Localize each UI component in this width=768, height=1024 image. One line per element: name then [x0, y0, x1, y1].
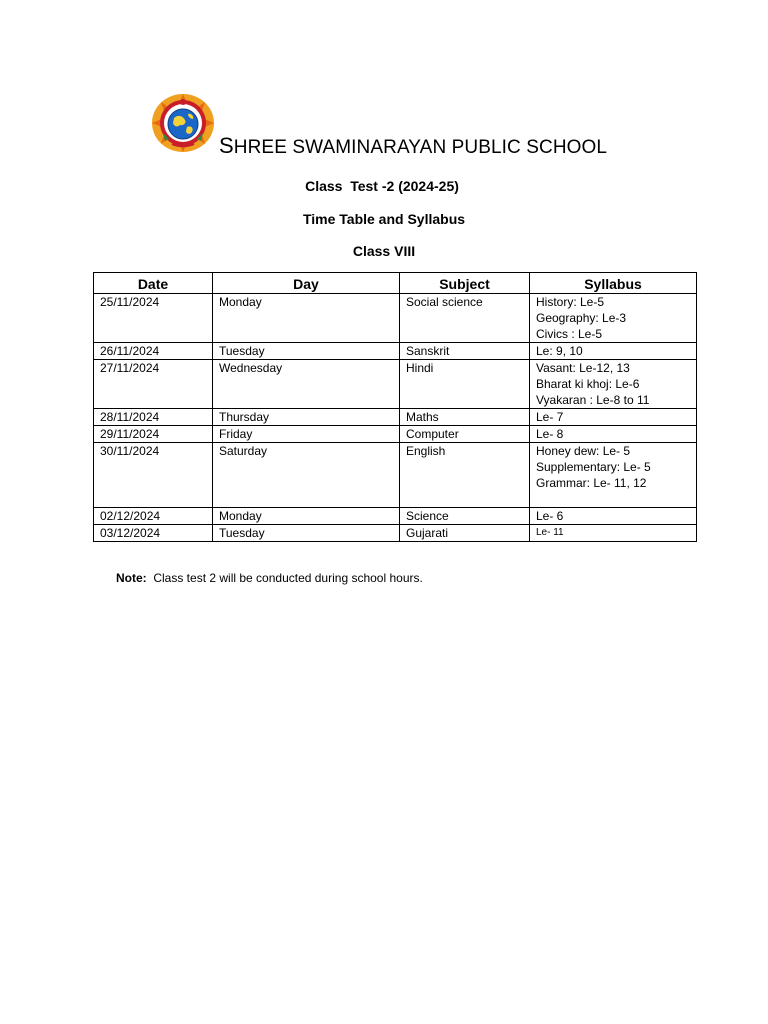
syllabus-line: Civics : Le-5 — [536, 327, 603, 341]
syllabus-line: Honey dew: Le- 5 — [536, 444, 631, 458]
timetable-heading: Time Table and Syllabus — [302, 211, 466, 227]
syllabus-cell — [530, 343, 697, 360]
subject-cell: Maths — [400, 409, 530, 426]
day-cell: Tuesday — [213, 343, 400, 360]
column-header-day: Day — [213, 273, 400, 294]
subject-cell: Computer — [400, 426, 530, 443]
table-row — [94, 426, 697, 443]
date-cell: 27/11/2024 — [94, 360, 213, 409]
date-cell: 25/11/2024 — [94, 294, 213, 343]
table-header-row — [94, 273, 697, 294]
table-row — [94, 409, 697, 426]
syllabus-cell — [530, 294, 697, 343]
syllabus-line: Le- 8 — [536, 427, 564, 441]
column-header-subject: Subject — [400, 273, 530, 294]
table-row — [94, 343, 697, 360]
syllabus-line: Vyakaran : Le-8 to 11 — [536, 393, 650, 407]
syllabus-cell — [530, 525, 697, 542]
syllabus-cell — [530, 360, 697, 409]
day-cell: Thursday — [213, 409, 400, 426]
date-cell: 02/12/2024 — [94, 508, 213, 525]
school-name-initial: S — [219, 133, 234, 158]
day-cell: Saturday — [213, 443, 400, 508]
syllabus-cell — [530, 409, 697, 426]
column-header-date: Date — [94, 273, 213, 294]
syllabus-line: Le- 11 — [536, 527, 564, 538]
class-heading: Class VIII — [352, 243, 416, 259]
subject-cell: English — [400, 443, 530, 508]
date-cell: 28/11/2024 — [94, 409, 213, 426]
school-name-rest: HREE SWAMINARAYAN PUBLIC SCHOOL — [233, 137, 608, 158]
syllabus-line: History: Le-5 — [536, 295, 605, 309]
date-cell: 03/12/2024 — [94, 525, 213, 542]
syllabus-line: Geography: Le-3 — [536, 311, 627, 325]
subject-cell: Gujarati — [400, 525, 530, 542]
table-row — [94, 294, 697, 343]
date-cell: 30/11/2024 — [94, 443, 213, 508]
day-cell: Wednesday — [213, 360, 400, 409]
note-label: Note: — [116, 571, 147, 585]
date-cell: 29/11/2024 — [94, 426, 213, 443]
day-cell: Friday — [213, 426, 400, 443]
syllabus-line: Bharat ki khoj: Le-6 — [536, 377, 640, 391]
day-cell: Tuesday — [213, 525, 400, 542]
globe-icon — [168, 109, 198, 139]
subject-cell: Science — [400, 508, 530, 525]
date-cell: 26/11/2024 — [94, 343, 213, 360]
subject-cell: Hindi — [400, 360, 530, 409]
timetable — [93, 272, 697, 542]
table-row — [94, 508, 697, 525]
column-header-syllabus: Syllabus — [530, 273, 697, 294]
table-row — [94, 525, 697, 542]
note — [116, 571, 423, 585]
day-cell: Monday — [213, 294, 400, 343]
table-row — [94, 443, 697, 508]
syllabus-cell — [530, 508, 697, 525]
school-name — [219, 133, 607, 159]
syllabus-line: Le: 9, 10 — [536, 344, 583, 358]
syllabus-cell — [530, 426, 697, 443]
syllabus-line: Le- 7 — [536, 410, 564, 424]
syllabus-line: Grammar: Le- 11, 12 — [536, 476, 647, 490]
syllabus-line: Vasant: Le-12, 13 — [536, 361, 630, 375]
day-cell: Monday — [213, 508, 400, 525]
table-row — [94, 360, 697, 409]
syllabus-line: Le- 6 — [536, 509, 564, 523]
subject-cell: Sanskrit — [400, 343, 530, 360]
test-heading: Class Test -2 (2024-25) — [305, 178, 459, 194]
note-text: Class test 2 will be conducted during school hours. — [146, 571, 423, 585]
syllabus-line: Supplementary: Le- 5 — [536, 460, 651, 474]
syllabus-cell — [530, 443, 697, 508]
school-logo — [150, 92, 216, 154]
subject-cell: Social science — [400, 294, 530, 343]
